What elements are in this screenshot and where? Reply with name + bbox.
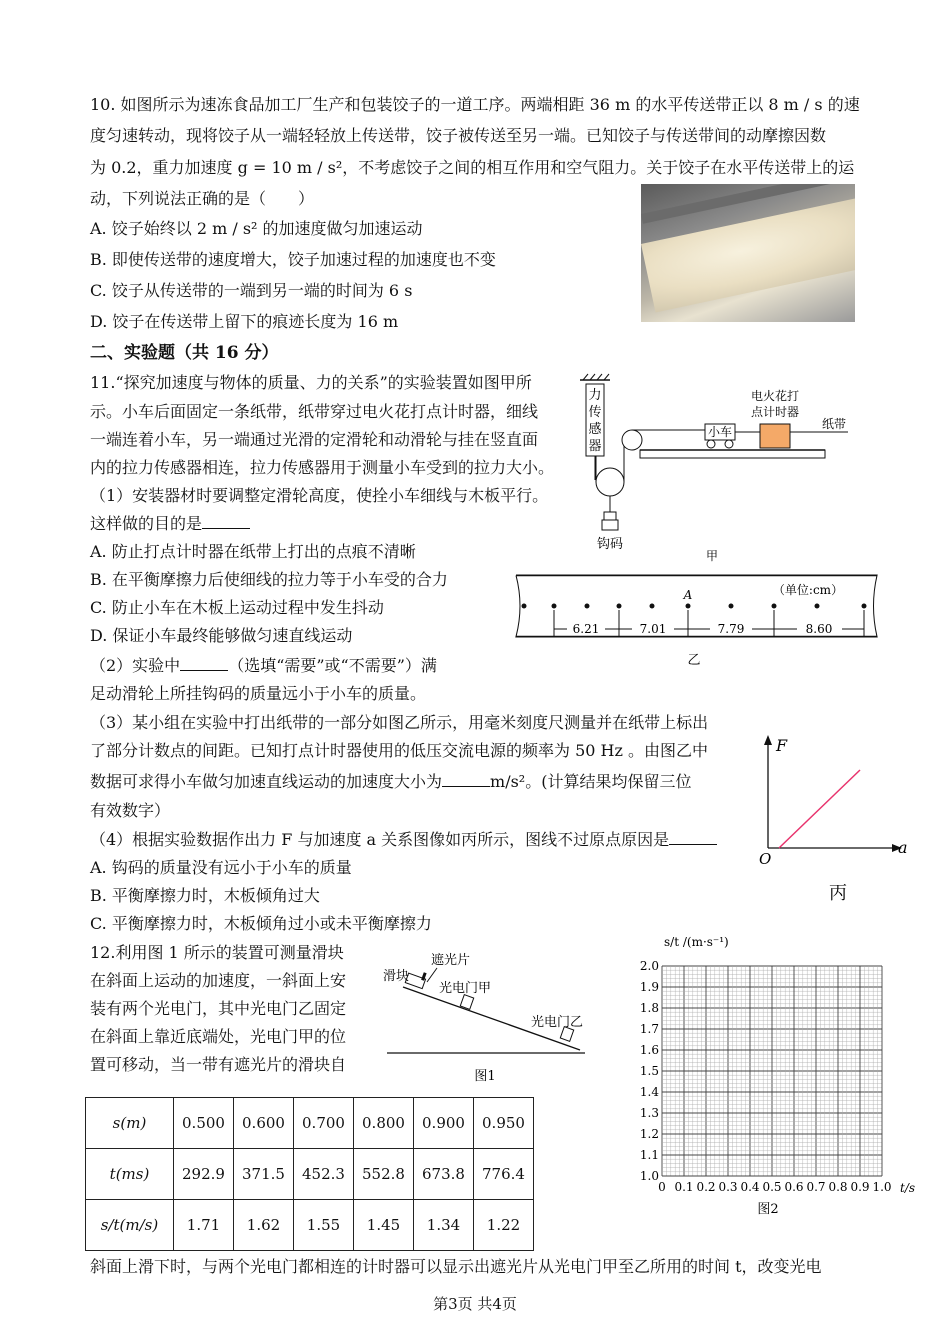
q11-part4-option-a: A. 钩码的质量没有远小于小车的质量 (90, 858, 352, 877)
gap-label: 7.01 (639, 622, 667, 636)
y-tick-label: 1.6 (639, 1043, 659, 1057)
table-cell: 1.55 (294, 1200, 354, 1251)
q10-text-line2: 度匀速转动，现将饺子从一端轻轻放上传送带，饺子被传送至另一端。已知饺子与传送带间的动摩擦因数 (90, 126, 827, 145)
table-cell: 1.62 (234, 1200, 294, 1251)
table-row (86, 1098, 534, 1149)
q12-text-line2: 在斜面上运动的加速度，一斜面上安 (90, 971, 347, 990)
tape-label: 纸带 (821, 417, 847, 431)
q10-text-line4: 动，下列说法正确的是（ ） (90, 189, 315, 208)
figure-jia-caption: 甲 (705, 549, 719, 563)
movable-pulley (596, 468, 624, 496)
q12-text-line3: 装有两个光电门，其中光电门乙固定 (90, 999, 347, 1018)
f-a-line (779, 770, 860, 848)
table-cell: 0.600 (234, 1098, 294, 1149)
q11-part4-line1: （4）根据实验数据作出力 F 与加速度 a 关系图像如丙所示，图线不过原点原因是 (90, 830, 717, 850)
q11-part2-line1: （2）实验中 （选填“需要”或“不需要”）满 (90, 656, 437, 675)
tape-unit-label: （单位:cm） (772, 583, 844, 597)
q12-text-line1: 12.利用图 1 所示的装置可测量滑块 (90, 943, 344, 962)
q10-option-b: B. 即使传送带的速度增大，饺子加速过程的加速度也不变 (90, 250, 496, 269)
q11-part4-option-c: C. 平衡摩擦力时，木板倾角过小或未平衡摩擦力 (90, 914, 432, 933)
table-cell: 0.950 (474, 1098, 534, 1149)
x-tick-label: 0.1 (674, 1180, 694, 1194)
gate-b-label: 光电门乙 (531, 1015, 584, 1030)
q11-text-line1: 11.“探究加速度与物体的质量、力的关系”的实验装置如图甲所 (90, 373, 532, 392)
y-tick-label: 1.2 (639, 1127, 659, 1141)
figure-jia-apparatus (580, 372, 860, 572)
a-axis-label: a (898, 838, 908, 857)
sensor-label-1: 力 (588, 388, 602, 403)
figure-yi-caption: 乙 (687, 653, 701, 668)
x-tick-label: 0.8 (828, 1180, 848, 1194)
x-tick-label: 0.7 (806, 1180, 826, 1194)
q10-option-c: C. 饺子从传送带的一端到另一端的时间为 6 s (90, 281, 413, 300)
table-cell: 292.9 (174, 1149, 234, 1200)
gap-label: 6.21 (572, 622, 600, 636)
figure-1-caption: 图1 (474, 1069, 496, 1084)
x-tick-label: 0.5 (762, 1180, 782, 1194)
y-tick-label: 1.1 (639, 1148, 659, 1162)
q10-option-a: A. 饺子始终以 2 m / s² 的加速度做匀加速运动 (90, 219, 423, 238)
q10-option-d: D. 饺子在传送带上留下的痕迹长度为 16 m (90, 312, 399, 331)
figure-2-grid (630, 932, 920, 1222)
x-tick-label: 0.4 (740, 1180, 760, 1194)
gate-a-label: 光电门甲 (439, 981, 492, 996)
y-tick-label: 2.0 (639, 959, 659, 973)
q12-text-line5: 置可移动，当一带有遮光片的滑块自 (90, 1055, 347, 1074)
q11-part1-line1: （1）安装器材时要调整定滑轮高度，使拴小车细线与木板平行。 (90, 486, 549, 505)
origin-label: O (759, 850, 772, 868)
table-cell: 0.700 (294, 1098, 354, 1149)
table-cell: 1.34 (414, 1200, 474, 1251)
q11-part3-line1: （3）某小组在实验中打出纸带的一部分如图乙所示，用毫米刻度尺测量并在纸带上标出 (90, 713, 709, 732)
y-tick-label: 1.9 (639, 980, 659, 994)
q12-text-line4: 在斜面上靠近底端处，光电门甲的位 (90, 1027, 347, 1046)
gap-label: 7.79 (717, 622, 745, 636)
y-tick-label: 1.0 (639, 1169, 659, 1183)
slider-label: 滑块 (383, 969, 410, 984)
data-table (85, 1097, 534, 1251)
x-tick-label: 0.3 (718, 1180, 738, 1194)
q11-part4-option-b: B. 平衡摩擦力时，木板倾角过大 (90, 886, 320, 905)
f-axis-label: F (776, 736, 788, 755)
y-tick-label: 1.8 (639, 1001, 659, 1015)
spark-timer (760, 424, 790, 448)
section-title: 二、实验题（共 16 分） (90, 343, 279, 363)
q11-part3-line3: 数据可求得小车做匀加速直线运动的加速度大小为 m/s²。(计算结果均保留三位 (90, 772, 692, 791)
weight-label: 钩码 (596, 537, 624, 552)
q11-text-line2: 示。小车后面固定一条纸带，纸带穿过电火花打点计时器，细线 (90, 402, 539, 421)
figure-bing-caption: 丙 (829, 883, 847, 904)
gap-label: 8.60 (805, 622, 833, 636)
y-tick-label: 1.5 (639, 1064, 659, 1078)
q11-part1-option-d: D. 保证小车最终能够做匀速直线运动 (90, 626, 353, 645)
timer-label-1: 电火花打 (750, 389, 800, 403)
shade-label: 遮光片 (431, 953, 471, 968)
y-tick-label: 1.4 (639, 1085, 659, 1099)
answer-blank (669, 830, 717, 845)
x-tick-label: 0.9 (850, 1180, 870, 1194)
sensor-label-4: 器 (588, 439, 602, 454)
answer-blank (180, 656, 228, 671)
table-cell: 1.45 (354, 1200, 414, 1251)
table-cell: 0.900 (414, 1098, 474, 1149)
figure-yi-tape (512, 572, 884, 672)
point-a-label: A (683, 588, 693, 602)
table-cell: 552.8 (354, 1149, 414, 1200)
x-tick-label: 0.2 (696, 1180, 716, 1194)
q11-part2-line2: 足动滑轮上所挂钩码的质量远小于小车的质量。 (90, 684, 427, 703)
x-tick-label: 0.6 (784, 1180, 804, 1194)
table-cell: 452.3 (294, 1149, 354, 1200)
fixed-pulley (622, 430, 642, 450)
x-tick-label: 1.0 (872, 1180, 892, 1194)
table-cell: 0.800 (354, 1098, 414, 1149)
page-footer: 第3页 共4页 (433, 1295, 517, 1313)
q10-text-line1: 10. 如图所示为速冻食品加工厂生产和包装饺子的一道工序。两端相距 36 m 的水平传送带正以 8 m / s 的速 (90, 95, 860, 114)
cart-label: 小车 (707, 425, 733, 439)
q11-part1-option-b: B. 在平衡摩擦力后使细线的拉力等于小车受的合力 (90, 570, 448, 589)
row-header: t(ms) (86, 1149, 174, 1200)
dumpling-conveyor-photo (641, 184, 855, 322)
gate-a-box (460, 995, 473, 1010)
table-cell: 0.500 (174, 1098, 234, 1149)
q11-part3-line4: 有效数字） (90, 801, 171, 820)
row-header: s/t(m/s) (86, 1200, 174, 1251)
figure-bing-graph (752, 733, 912, 908)
q11-part1-option-c: C. 防止小车在木板上运动过程中发生抖动 (90, 598, 384, 617)
table-cell: 1.22 (474, 1200, 534, 1251)
q10-text-line3: 为 0.2，重力加速度 g = 10 m / s²，不考虑饺子之间的相互作用和空气阻力。关于饺子在水平传送带上的运 (90, 158, 855, 177)
q11-part1-line2: 这样做的目的是 (90, 514, 250, 534)
q11-part1-option-a: A. 防止打点计时器在纸带上打出的点痕不清晰 (90, 542, 416, 561)
q11-part3-line2: 了部分计数点的间距。已知打点计时器使用的低压交流电源的频率为 50 Hz 。由图乙中 (90, 741, 709, 760)
table-row (86, 1149, 534, 1200)
fig2-y-axis-label: s/t /(m·s⁻¹) (664, 935, 729, 949)
table-row (86, 1200, 534, 1251)
table-cell: 371.5 (234, 1149, 294, 1200)
fig2-x-axis-label: t/s (900, 1181, 916, 1195)
sensor-label-3: 感 (588, 422, 602, 437)
y-tick-label: 1.3 (639, 1106, 659, 1120)
row-header: s(m) (86, 1098, 174, 1149)
figure-1-incline (375, 940, 605, 1090)
y-tick-label: 1.7 (639, 1022, 659, 1036)
table-cell: 673.8 (414, 1149, 474, 1200)
q11-text-line4: 内的拉力传感器相连，拉力传感器用于测量小车受到的拉力大小。 (90, 458, 555, 477)
figure-2-caption: 图2 (757, 1202, 779, 1217)
weight (602, 520, 618, 530)
x-tick-label: 0 (658, 1180, 666, 1194)
table-cell: 1.71 (174, 1200, 234, 1251)
answer-blank (442, 772, 490, 787)
table-cell: 776.4 (474, 1149, 534, 1200)
timer-label-2: 点计时器 (750, 405, 800, 419)
q12-text-line6: 斜面上滑下时，与两个光电门都相连的计时器可以显示出遮光片从光电门甲至乙所用的时间 t，改变光电 (90, 1257, 822, 1276)
answer-blank (202, 514, 250, 529)
sensor-label-2: 传 (588, 405, 602, 420)
q11-text-line3: 一端连着小车，另一端通过光滑的定滑轮和动滑轮与挂在竖直面 (90, 430, 539, 449)
